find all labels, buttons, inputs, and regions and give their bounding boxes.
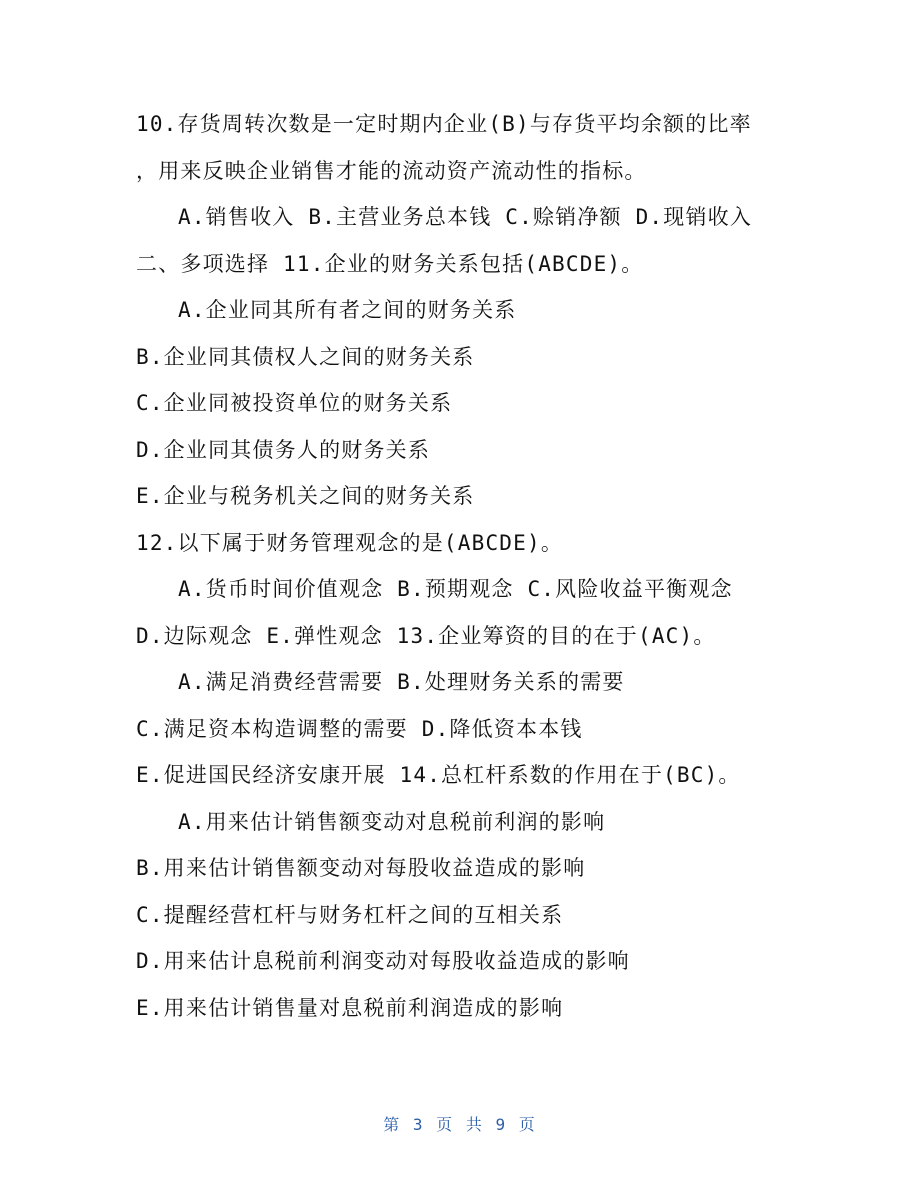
text-line-q11-b: B.企业同其债权人之间的财务关系 xyxy=(136,345,475,369)
text-line-q11-a: A.企业同其所有者之间的财务关系 xyxy=(178,298,517,322)
text-line-section-multi: 二、多项选择 11.企业的财务关系包括(ABCDE)。 xyxy=(136,252,644,276)
text-line-q10-options: A.销售收入 B.主营业务总本钱 C.赊销净额 D.现销收入 xyxy=(178,205,753,229)
text-line-q10: 10.存货周转次数是一定时期内企业(B)与存货平均余额的比率 xyxy=(136,112,752,136)
text-line-q14-a: A.用来估计销售额变动对息税前利润的影响 xyxy=(178,810,606,834)
text-line-q13-cd: C.满足资本构造调整的需要 D.降低资本本钱 xyxy=(136,717,583,741)
page-number-footer: 第 3 页 共 9 页 xyxy=(383,1115,537,1134)
text-line-q12: 12.以下属于财务管理观念的是(ABCDE)。 xyxy=(136,531,564,555)
text-line-q14-e: E.用来估计销售量对息税前利润造成的影响 xyxy=(136,996,564,1020)
text-line-q14-c: C.提醒经营杠杆与财务杠杆之间的互相关系 xyxy=(136,903,564,927)
text-line-q12-abc: A.货币时间价值观念 B.预期观念 C.风险收益平衡观念 xyxy=(178,577,733,601)
text-line-q14-d: D.用来估计息税前利润变动对每股收益造成的影响 xyxy=(136,949,630,973)
text-line-q13-ab: A.满足消费经营需要 B.处理财务关系的需要 xyxy=(178,670,625,694)
text-line-q11-d: D.企业同其债务人的财务关系 xyxy=(136,438,431,462)
text-line-q11-e: E.企业与税务机关之间的财务关系 xyxy=(136,484,475,508)
text-line-q14-b: B.用来估计销售额变动对每股收益造成的影响 xyxy=(136,856,586,880)
text-line-q10-cont: ，用来反映企业销售才能的流动资产流动性的指标。 xyxy=(136,159,647,183)
text-line-q13-e-q14: E.促进国民经济安康开展 14.总杠杆系数的作用在于(BC)。 xyxy=(136,763,741,787)
text-line-q12-de-q13: D.边际观念 E.弹性观念 13.企业筹资的目的在于(AC)。 xyxy=(136,624,716,648)
text-line-q11-c: C.企业同被投资单位的财务关系 xyxy=(136,391,453,415)
